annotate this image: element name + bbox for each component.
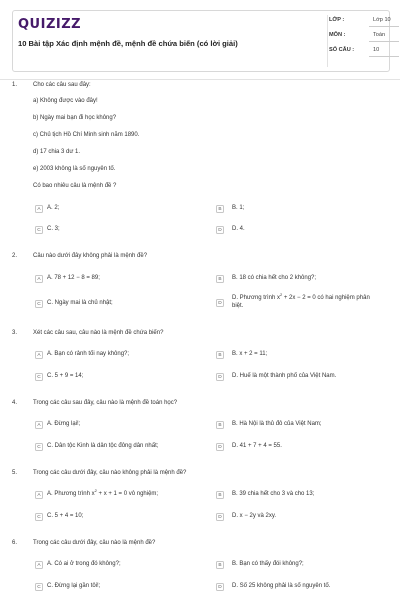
quizizz-logo: QUIZIZZ — [18, 17, 82, 32]
meta-value: 10 — [373, 47, 380, 53]
option-d[interactable] — [232, 294, 382, 310]
option-b[interactable]: B. x + 2 = 11; — [232, 351, 268, 357]
option-a[interactable]: A. Đừng lại!; — [47, 421, 81, 427]
option-a[interactable] — [47, 490, 158, 499]
question-number: 3. — [12, 330, 18, 336]
meta-underline — [369, 26, 399, 27]
meta-label: LỚP : — [329, 17, 345, 23]
option-letter-box[interactable]: C — [35, 583, 43, 591]
question-number: 6. — [12, 540, 18, 546]
meta-value: Toán — [373, 32, 386, 38]
option-a[interactable]: A. 2; — [47, 205, 60, 211]
option-text-part: A. Phương trình x — [47, 491, 95, 497]
option-letter-box[interactable]: B — [216, 205, 224, 213]
option-d[interactable]: D. Số 25 không phải là số nguyên tố. — [232, 583, 331, 589]
question-statement: d) 17 chia 3 dư 1. — [33, 149, 81, 155]
question-statement: b) Ngày mai bạn đi học không? — [33, 115, 117, 121]
option-b[interactable]: B. Hà Nội là thủ đô của Việt Nam; — [232, 421, 322, 427]
option-letter-box[interactable]: A — [35, 351, 43, 359]
header-divider — [327, 15, 328, 67]
option-letter-box[interactable]: B — [216, 491, 224, 499]
option-letter-box[interactable]: A — [35, 275, 43, 283]
worksheet-title: 10 Bài tập Xác định mệnh đề, mệnh đề chứa biến (có lời giải) — [18, 39, 238, 48]
option-letter-box[interactable]: C — [35, 300, 43, 308]
question-text: Trong các câu dưới đây, câu nào là mệnh đề? — [33, 540, 156, 546]
option-letter-box[interactable]: B — [216, 561, 224, 569]
question-statement: a) Không được vào đây! — [33, 98, 98, 104]
exponent: 2 — [94, 488, 97, 493]
option-letter-box[interactable]: C — [35, 373, 43, 381]
option-letter-box[interactable]: D — [216, 513, 224, 521]
option-d[interactable]: D. x − 2y và 2xy. — [232, 513, 277, 519]
option-c[interactable]: C. Đừng lại gần tôi!; — [47, 583, 101, 589]
option-letter-box[interactable]: A — [35, 421, 43, 429]
option-b[interactable]: B. 1; — [232, 205, 245, 211]
question-text: Trong các câu sau đây, câu nào là mệnh đề toán học? — [33, 400, 178, 406]
option-b[interactable]: B. 18 có chia hết cho 2 không?; — [232, 275, 317, 281]
option-d[interactable]: D. Huế là một thành phố của Việt Nam. — [232, 373, 337, 379]
question-statement: c) Chủ tịch Hồ Chí Minh sinh năm 1890. — [33, 132, 140, 138]
option-letter-box[interactable]: C — [35, 443, 43, 451]
option-d[interactable]: D. 4. — [232, 226, 245, 232]
option-c[interactable]: C. Dân tộc Kinh là dân tộc đông dân nhất; — [47, 443, 159, 449]
question-text: Xét các câu sau, câu nào là mệnh đề chứa biến? — [33, 330, 164, 336]
option-a[interactable]: A. 78 + 12 − 8 = 89; — [47, 275, 100, 281]
question-number: 4. — [12, 400, 18, 406]
question-text: Trong các câu dưới đây, câu nào không phải là mệnh đề? — [33, 470, 187, 476]
option-c[interactable]: C. Ngày mai là chủ nhật; — [47, 300, 113, 306]
option-letter-box[interactable]: B — [216, 421, 224, 429]
option-d[interactable]: D. 41 + 7 + 4 = 55. — [232, 443, 282, 449]
option-letter-box[interactable]: C — [35, 226, 43, 234]
meta-underline — [369, 41, 399, 42]
option-letter-box[interactable]: D — [216, 299, 224, 307]
meta-value: Lớp 10 — [373, 17, 391, 23]
option-a[interactable]: A. Có ai ở trong đó không?; — [47, 561, 121, 567]
option-letter-box[interactable]: C — [35, 513, 43, 521]
option-c[interactable]: C. 5 + 9 = 14; — [47, 373, 84, 379]
option-b[interactable]: B. 39 chia hết cho 3 và cho 13; — [232, 491, 315, 497]
option-c[interactable]: C. 3; — [47, 226, 60, 232]
option-a[interactable]: A. Bạn có rảnh tối nay không?; — [47, 351, 130, 357]
meta-label: SỐ CÂU : — [329, 47, 355, 53]
option-text-part: + 2x − 2 = 0 có hai nghiệm phân biệt. — [232, 295, 370, 309]
option-b[interactable]: B. Bạn có thấy đói không?; — [232, 561, 304, 567]
option-letter-box[interactable]: D — [216, 226, 224, 234]
option-letter-box[interactable]: B — [216, 275, 224, 283]
meta-underline — [369, 56, 399, 57]
option-c[interactable]: C. 5 + 4 = 10; — [47, 513, 84, 519]
question-number: 1. — [12, 82, 18, 88]
exponent: 2 — [279, 292, 283, 297]
question-prompt: Có bao nhiêu câu là mệnh đề ? — [33, 183, 117, 189]
meta-label: MÔN : — [329, 32, 346, 38]
question-text: Cho các câu sau đây: — [33, 82, 91, 88]
question-statement: e) 2003 không là số nguyên tố. — [33, 166, 116, 172]
option-text-part: + x + 1 = 0 vô nghiệm; — [96, 491, 159, 497]
option-letter-box[interactable]: A — [35, 491, 43, 499]
option-letter-box[interactable]: A — [35, 561, 43, 569]
option-letter-box[interactable]: B — [216, 351, 224, 359]
question-number: 5. — [12, 470, 18, 476]
option-letter-box[interactable]: D — [216, 373, 224, 381]
header-separator — [0, 79, 400, 80]
option-letter-box[interactable]: A — [35, 205, 43, 213]
question-number: 2. — [12, 253, 18, 259]
option-letter-box[interactable]: D — [216, 443, 224, 451]
option-letter-box[interactable]: D — [216, 583, 224, 591]
option-text-part: D. Phương trình x — [232, 295, 280, 301]
worksheet-header — [12, 10, 390, 72]
question-text: Câu nào dưới đây không phải là mệnh đề? — [33, 253, 148, 259]
